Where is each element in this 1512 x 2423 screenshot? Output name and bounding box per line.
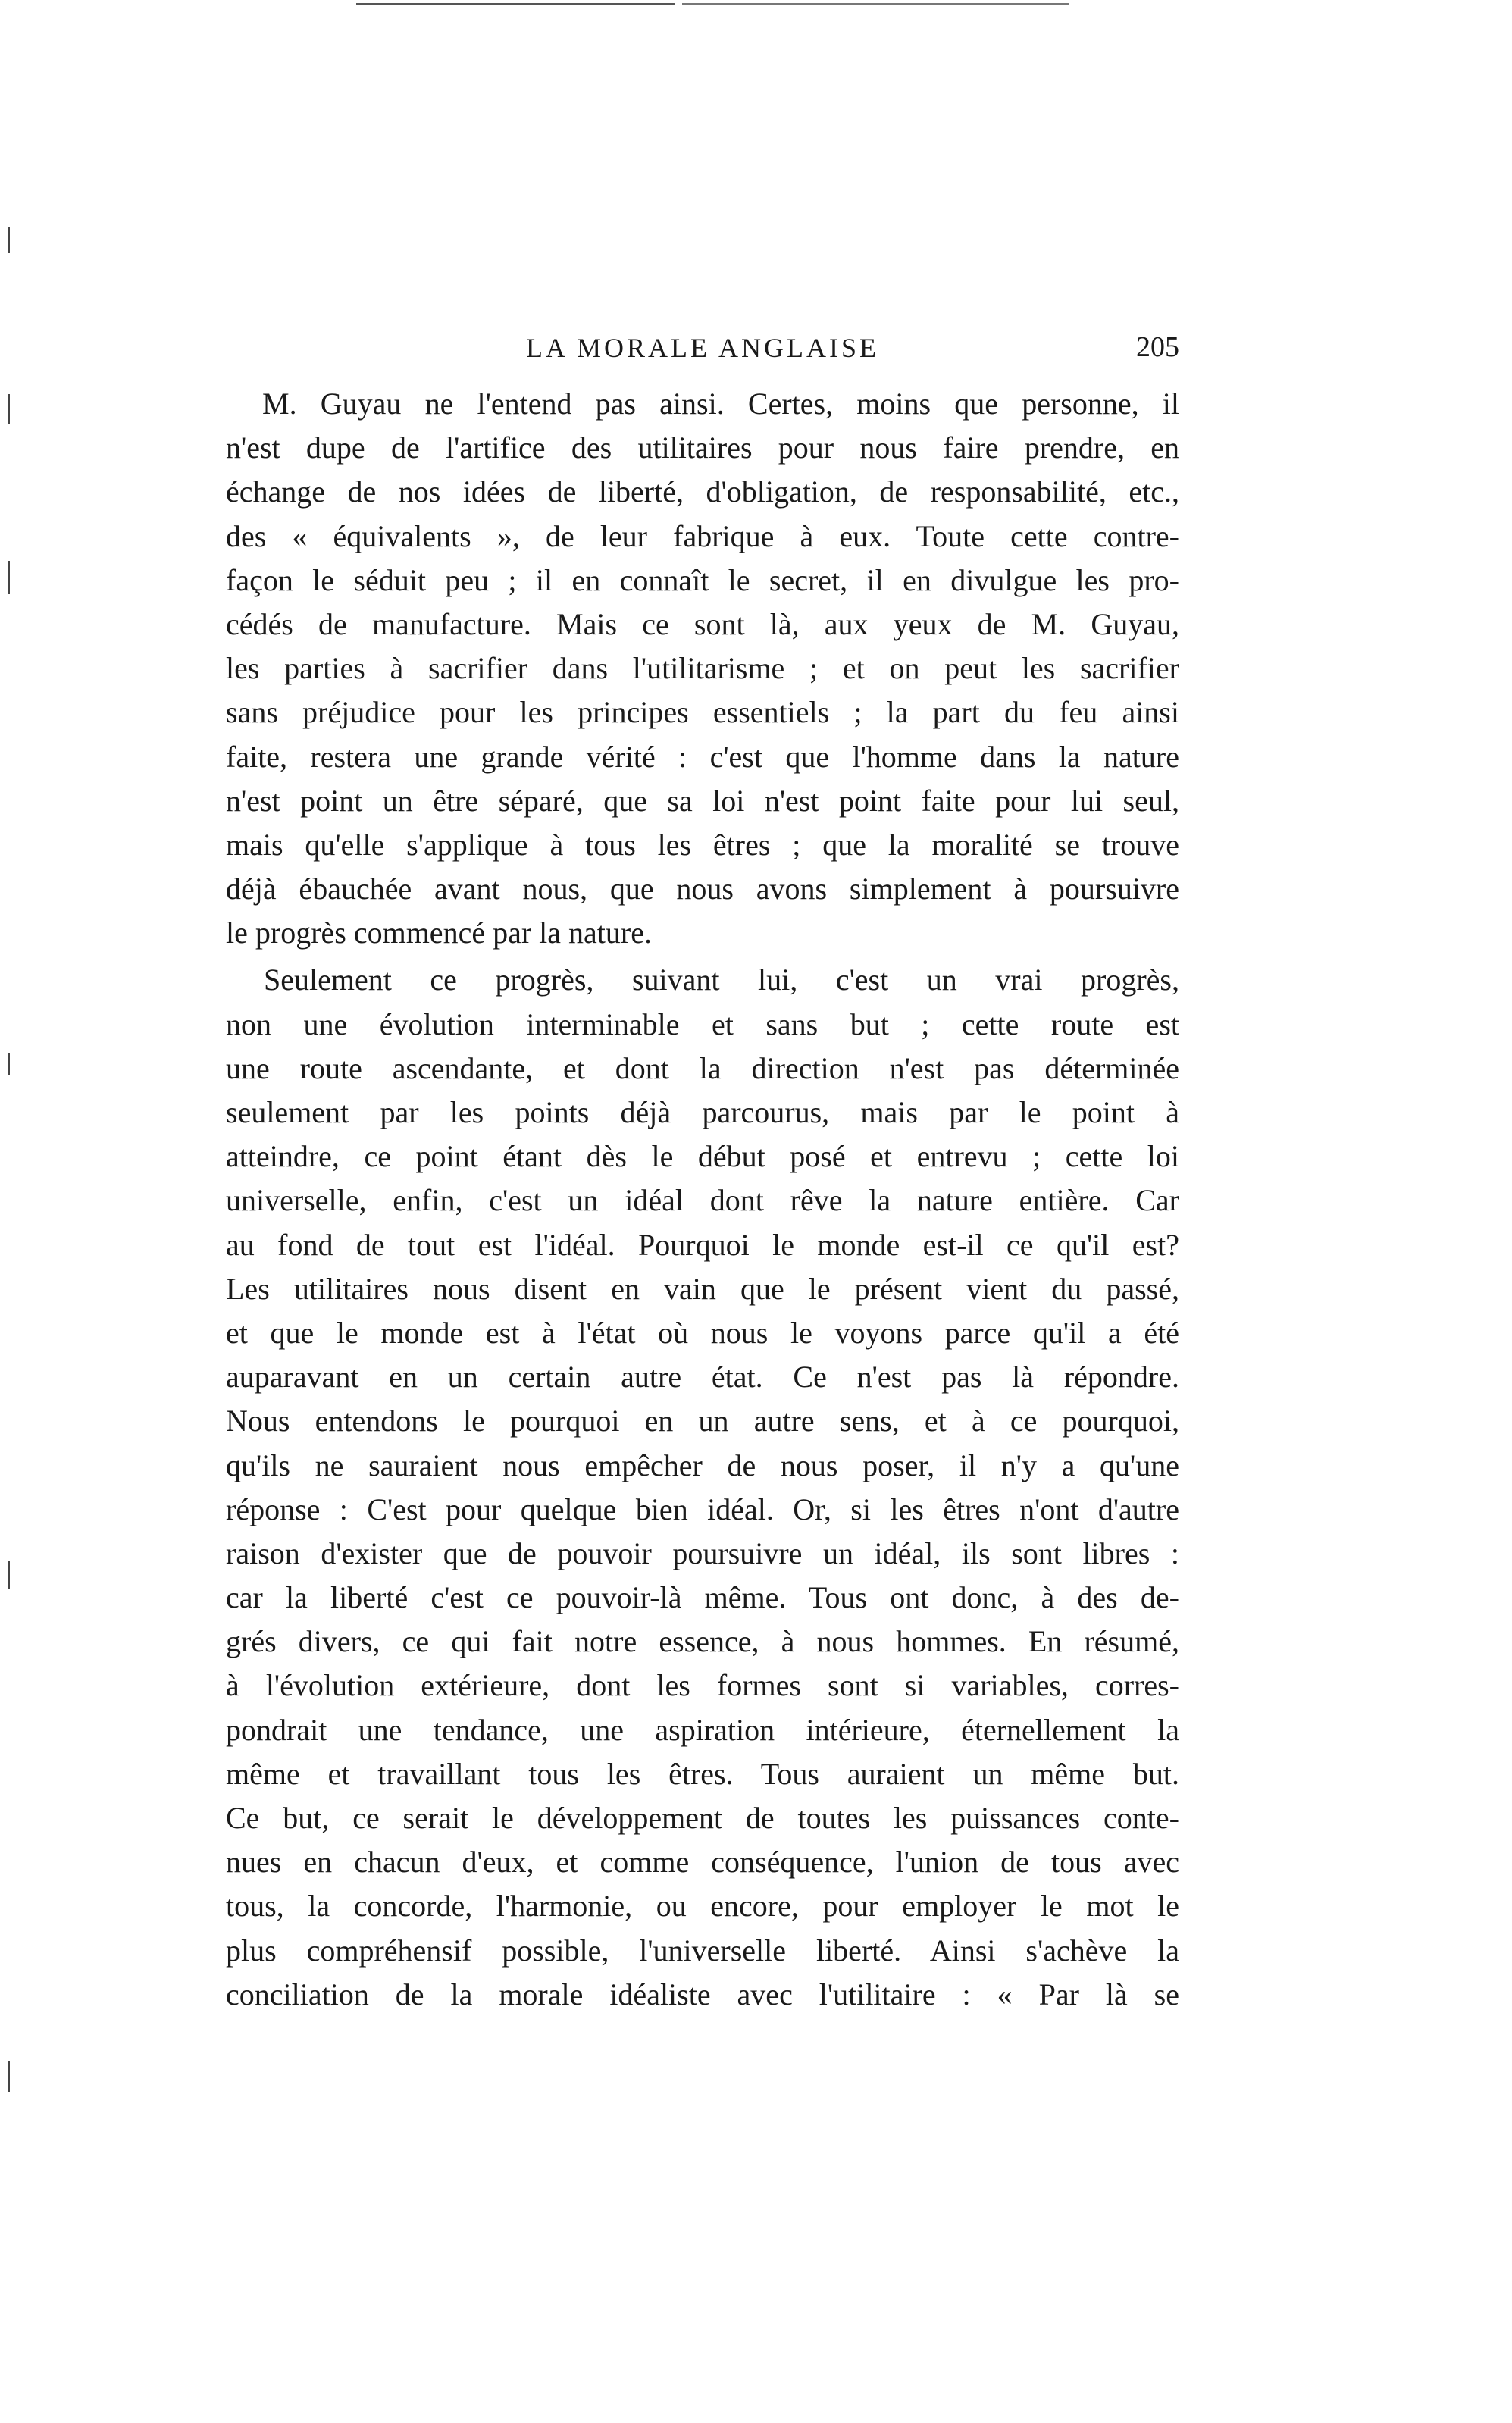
text-line: mais qu'elle s'applique à tous les êtres ; que la moralité se trouve [226, 827, 1179, 862]
text-line: raison d'exister que de pouvoir poursuivre un idéal, ils sont libres : [226, 1536, 1179, 1570]
scan-mark [8, 227, 10, 253]
text-line: tous, la concorde, l'harmonie, ou encore, pour employer le mot le [226, 1889, 1179, 1924]
running-title: LA MORALE ANGLAISE [526, 333, 879, 363]
scan-mark [8, 394, 10, 424]
text-line: car la liberté c'est ce pouvoir-là même. Tous ont donc, à des de- [226, 1580, 1179, 1615]
text-line: Nous entendons le pourquoi en un autre sens, et à ce pourquoi, [226, 1404, 1179, 1438]
text-line: atteindre, ce point étant dès le début posé et entrevu ; cette loi [226, 1139, 1179, 1174]
text-line: à l'évolution extérieure, dont les formes sont si variables, corres- [226, 1668, 1179, 1703]
text-line: des « équivalents », de leur fabrique à eux. Toute cette contre- [226, 518, 1179, 553]
text-line: et que le monde est à l'état où nous le voyons parce qu'il a été [226, 1315, 1179, 1350]
text-line: les parties à sacrifier dans l'utilitarisme ; et on peut les sacrifier [226, 651, 1179, 686]
scan-mark [8, 2061, 10, 2092]
page-number: 205 [1136, 331, 1179, 363]
text-line: M. Guyau ne l'entend pas ainsi. Certes, moins que personne, il [262, 387, 1179, 421]
scan-mark [8, 1561, 10, 1589]
paragraph-2 [226, 958, 1179, 2017]
body-text [226, 382, 1179, 2017]
text-line: cédés de manufacture. Mais ce sont là, aux yeux de M. Guyau, [226, 606, 1179, 641]
text-line: qu'ils ne sauraient nous empêcher de nous poser, il n'y a qu'une [226, 1448, 1179, 1482]
text-line: même et travaillant tous les êtres. Tous auraient un même but. [226, 1756, 1179, 1791]
text-line: seulement par les points déjà parcourus, mais par le point à [226, 1095, 1179, 1129]
text-line: non une évolution interminable et sans but ; cette route est [226, 1006, 1179, 1041]
text-line: une route ascendante, et dont la direction n'est pas déterminée [226, 1050, 1179, 1085]
text-line: n'est point un être séparé, que sa loi n'est point faite pour lui seul, [226, 783, 1179, 818]
text-line: au fond de tout est l'idéal. Pourquoi le monde est-il ce qu'il est? [226, 1227, 1179, 1262]
text-line: façon le séduit peu ; il en connaît le secret, il en divulgue les pro- [226, 562, 1179, 597]
scan-rule-right [682, 3, 1069, 5]
scan-mark [8, 1053, 10, 1075]
text-line: réponse : C'est pour quelque bien idéal. Or, si les êtres n'ont d'autre [226, 1492, 1179, 1526]
text-line: faite, restera une grande vérité : c'est que l'homme dans la nature [226, 739, 1179, 774]
text-line: pondrait une tendance, une aspiration intérieure, éternellement la [226, 1712, 1179, 1747]
text-line: Ce but, ce serait le développement de toutes les puissances conte- [226, 1801, 1179, 1835]
text-line: auparavant en un certain autre état. Ce n'est pas là répondre. [226, 1360, 1179, 1395]
text-line: n'est dupe de l'artifice des utilitaires pour nous faire prendre, en [226, 430, 1179, 465]
text-line: échange de nos idées de liberté, d'obligation, de responsabilité, etc., [226, 474, 1179, 509]
text-line: Seulement ce progrès, suivant lui, c'est un vrai progrès, [264, 963, 1179, 997]
text-line: nues en chacun d'eux, et comme conséquence, l'union de tous avec [226, 1845, 1179, 1880]
scan-rule-left [356, 3, 675, 5]
scan-mark [8, 561, 10, 594]
text-line: conciliation de la morale idéaliste avec l'utilitaire : « Par là se [226, 1977, 1179, 2011]
text-line: déjà ébauchée avant nous, que nous avons simplement à poursuivre [226, 872, 1179, 906]
page-header [226, 327, 1179, 373]
text-line: Les utilitaires nous disent en vain que le présent vient du passé, [226, 1271, 1179, 1306]
text-line: sans préjudice pour les principes essentiels ; la part du feu ainsi [226, 695, 1179, 730]
text-line: grés divers, ce qui fait notre essence, à nous hommes. En résumé, [226, 1624, 1179, 1659]
text-line: plus compréhensif possible, l'universelle liberté. Ainsi s'achève la [226, 1933, 1179, 1968]
paragraph-1 [226, 382, 1179, 955]
text-line: universelle, enfin, c'est un idéal dont rêve la nature entière. Car [226, 1183, 1179, 1218]
text-line: le progrès commencé par la nature. [226, 916, 652, 950]
